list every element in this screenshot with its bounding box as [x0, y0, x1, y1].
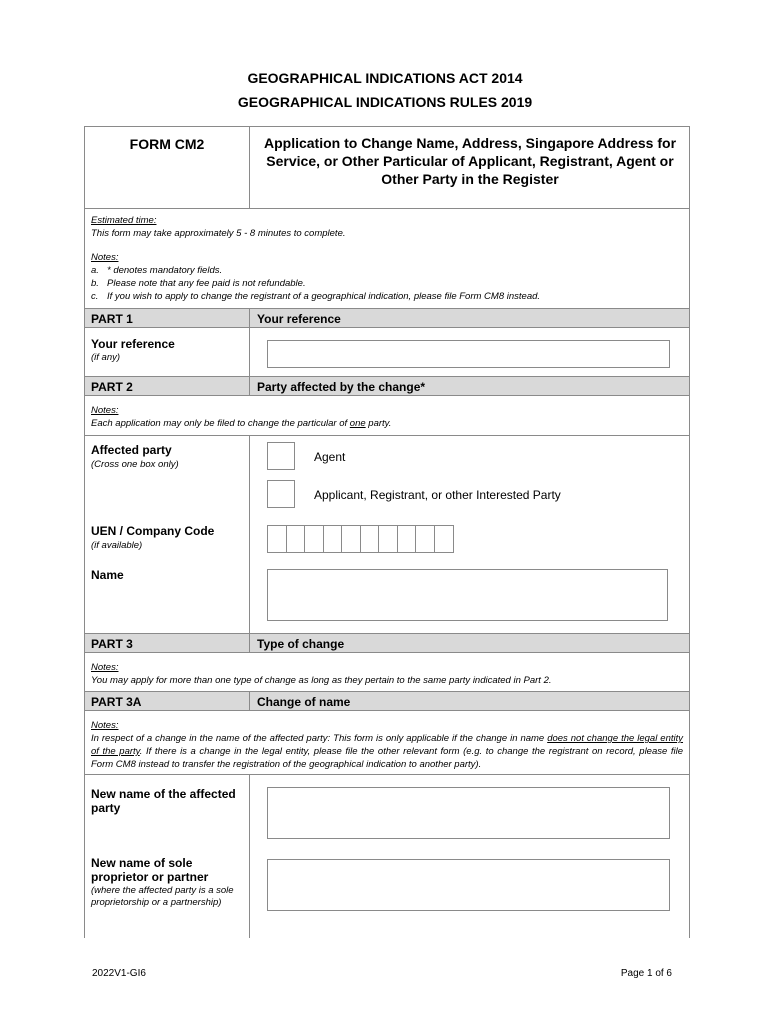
rules-title: GEOGRAPHICAL INDICATIONS RULES 2019: [237, 94, 533, 110]
part3-note-text: You may apply for more than one type of change as long as they pertain to the same party indicated in Part 2.: [91, 675, 552, 686]
list-item: a. * denotes mandatory fields.: [91, 265, 223, 276]
form-title: Application to Change Name, Address, Singapore Address for Service, or Other Particular of Applicant, Registrant, Agent or Other Party in the Register: [263, 135, 677, 187]
estimated-time: [91, 214, 346, 240]
new-name-label: New name of the affected party: [91, 787, 236, 815]
divider: [249, 328, 250, 376]
sole-proprietor-hint: (where the affected party is a sole proprietorship or a partnership): [91, 885, 234, 908]
list-item: b. Please note that any fee paid is not refundable.: [91, 278, 306, 289]
divider: [249, 126, 250, 208]
divider: [249, 774, 250, 938]
sole-proprietor-label: New name of sole proprietor or partner: [91, 856, 209, 884]
part1-label: PART 1: [91, 312, 133, 326]
uen-cell[interactable]: [305, 526, 324, 552]
estimated-time-text: This form may take approximately 5 - 8 minutes to complete.: [91, 228, 346, 239]
agent-checkbox[interactable]: [267, 442, 295, 470]
part3a-title: Change of name: [257, 695, 351, 709]
applicant-registrant-option-label: Applicant, Registrant, or other Interested Party: [314, 488, 561, 502]
part2-notes-heading: Notes:: [91, 405, 119, 416]
uen-cell[interactable]: [324, 526, 343, 552]
part2-note-text: Each application may only be filed to change the particular of one party.: [91, 418, 392, 429]
uen-cell[interactable]: [416, 526, 435, 552]
uen-cell[interactable]: [287, 526, 306, 552]
uen-input[interactable]: [267, 525, 454, 553]
name-input[interactable]: [267, 569, 668, 621]
applicant-registrant-checkbox[interactable]: [267, 480, 295, 508]
agent-option-label: Agent: [314, 450, 346, 464]
part3a-header: [85, 691, 689, 711]
part3a-notes-heading: Notes:: [91, 720, 119, 731]
new-name-input[interactable]: [267, 787, 670, 839]
uen-cell[interactable]: [435, 526, 454, 552]
name-label: Name: [91, 568, 124, 582]
part3a-note-text: In respect of a change in the name of the affected party: This form is only applicable if the change in name does not change the legal entity of the party. If there is a change in the legal entity, please file the other relevant form (e.g. to change the registrant on record, please file Form CM8 instead to transfer the registration of the geographical indication to another party).: [91, 733, 684, 770]
affected-party-hint: (Cross one box only): [91, 459, 179, 470]
uen-cell[interactable]: [398, 526, 417, 552]
form-id: FORM CM2: [129, 136, 205, 152]
page-number: Page 1 of 6: [620, 968, 672, 979]
estimated-time-heading: Estimated time:: [91, 215, 157, 226]
uen-hint: (if available): [91, 540, 143, 551]
divider: [85, 208, 689, 209]
your-reference-hint: (if any): [91, 352, 121, 363]
list-item: c. If you wish to apply to change the registrant of a geographical indication, please file Form CM8 instead.: [91, 291, 541, 302]
part1-header: [85, 308, 689, 328]
your-reference-label: Your reference: [91, 337, 175, 351]
form-container: [84, 126, 690, 938]
act-title: GEOGRAPHICAL INDICATIONS ACT 2014: [247, 70, 523, 86]
part1-title: Your reference: [257, 312, 341, 326]
uen-label: UEN / Company Code: [91, 524, 215, 538]
part2-title: Party affected by the change*: [257, 380, 426, 394]
affected-party-label: Affected party: [91, 443, 172, 457]
divider: [249, 435, 250, 633]
part3-label: PART 3: [91, 637, 133, 651]
part2-header: [85, 376, 689, 396]
part3a-label: PART 3A: [91, 695, 142, 709]
part3-header: [85, 633, 689, 653]
sole-proprietor-input[interactable]: [267, 859, 670, 911]
part3-notes-heading: Notes:: [91, 662, 119, 673]
part3a-notes: [91, 719, 683, 771]
uen-cell[interactable]: [361, 526, 380, 552]
uen-cell[interactable]: [268, 526, 287, 552]
your-reference-input[interactable]: [267, 340, 670, 368]
divider: [85, 126, 689, 127]
intro-notes-heading: Notes:: [91, 252, 119, 263]
part3-title: Type of change: [257, 637, 345, 651]
part3-notes: [91, 661, 552, 687]
divider: [85, 774, 689, 775]
intro-notes: [91, 251, 540, 303]
uen-cell[interactable]: [379, 526, 398, 552]
divider: [85, 435, 689, 436]
part2-notes: [91, 404, 391, 430]
part2-label: PART 2: [91, 380, 133, 394]
form-version-code: 2022V1-GI6: [92, 968, 146, 979]
uen-cell[interactable]: [342, 526, 361, 552]
